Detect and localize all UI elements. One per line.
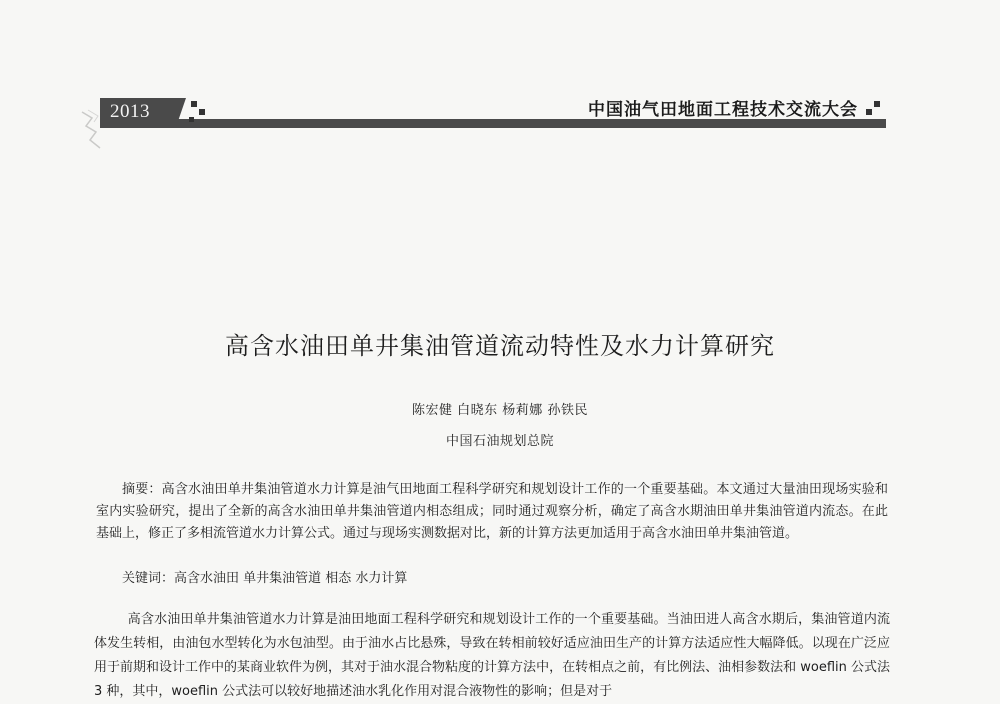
abstract-text: 高含水油田单井集油管道水力计算是油气田地面工程科学研究和规划设计工作的一个重要基础。本文通过大量油田现场实验和室内实验研究，提出了全新的高含水油田单井集油管道内相态组成；同时通过观察分析，确定了高含水期油田单井集油管道内流态。在此基础上，修正了多相流管道水力计算公式。通过与现场实测数据对比，新的计算方法更加适用于高含水油田单井集油管道。: [96, 482, 888, 541]
header-deco-square: [189, 117, 194, 122]
body-paragraph: 高含水油田单井集油管道水力计算是油田地面工程科学研究和规划设计工作的一个重要基础。当油田进人高含水期后，集油管道内流体发生转相，由油包水型转化为水包油型。由于油水占比悬殊，导致在转相前较好适应油田生产的计算方法适应性大幅降低。以现在广泛应用于前期和设计工作中的某商业软件为例，其对于油水混合物粘度的计算方法中，在转相点之前，有比例法、油相参数法和 woeflin 公式法 3 种，其中，woeflin 公式法可以较好地描述油水乳化作用对混合液物性的影响；但是对于: [94, 612, 890, 699]
paper-affiliation: 中国石油规划总院: [445, 434, 554, 449]
keywords-text: 高含水油田 单井集油管道 相态 水力计算: [174, 571, 408, 586]
paper-title: 高含水油田单井集油管道流动特性及水力计算研究: [225, 332, 775, 360]
header-rule: [100, 119, 886, 128]
paper-authors: 陈宏健 白晓东 杨莉娜 孙铁民: [412, 403, 588, 418]
header-year: 2013: [110, 101, 150, 122]
header-conference-name: 中国油气田地面工程技术交流大会: [588, 100, 858, 120]
header-deco-squares-right: [866, 101, 880, 115]
header-deco-squares-left: [191, 101, 205, 115]
keywords: [96, 568, 888, 590]
abstract-label: 摘要：: [122, 482, 162, 497]
body-text: [94, 608, 890, 704]
keywords-label: 关键词：: [122, 571, 175, 586]
abstract: [96, 479, 888, 545]
